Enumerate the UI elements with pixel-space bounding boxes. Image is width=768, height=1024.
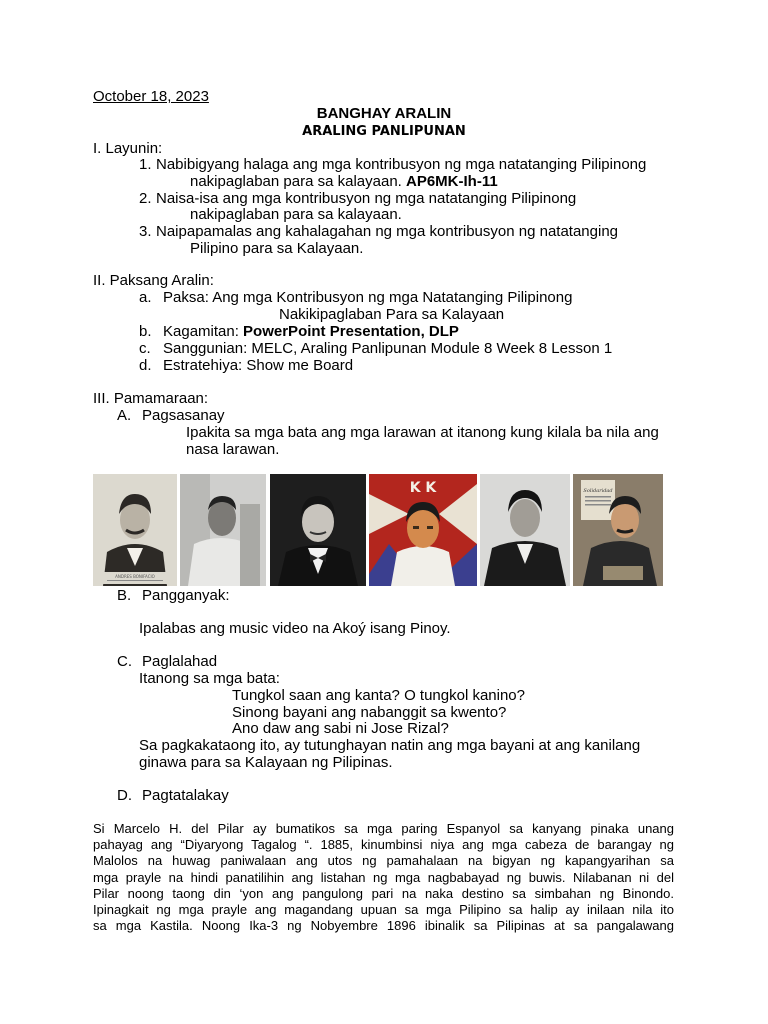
item-d-letter: d. (139, 357, 152, 374)
paksa-value: Ang mga Kontribusyon ng mga Natatanging Pilipinong (212, 289, 573, 306)
portrait-3 (270, 474, 366, 586)
step-a-line2: nasa larawan. (186, 441, 280, 458)
item-a-letter: a. (139, 289, 152, 306)
step-c-letter: C. (117, 653, 132, 670)
step-a-title: Pagsasanay (142, 407, 225, 424)
step-a-letter: A. (117, 407, 132, 424)
paragraph-line: Pilar noong taong din ‘yon ang pangulong pari na naka destino sa simbahan ng Binondo. (93, 885, 674, 901)
portrait-rizal-icon (480, 474, 570, 586)
question-1: Tungkol saan ang kanta? O tungkol kanino? (232, 687, 525, 704)
item-b-text (163, 323, 459, 340)
page-title: BANGHAY ARALIN (316, 105, 452, 122)
step-a-line1: Ipakita sa mga bata ang mga larawan at itanong kung kilala ba nila ang (186, 424, 659, 441)
section-heading-layunin: I. Layunin: (93, 140, 163, 157)
step-d-title: Pagtatalakay (142, 787, 229, 804)
step-b-title: Pangganyak: (142, 587, 230, 604)
step-c-title: Paglalahad (142, 653, 218, 670)
objective-1-number: 1. (139, 156, 152, 173)
newspaper-title: Solidaridad (583, 488, 613, 494)
portrait-6 (573, 474, 663, 586)
objective-1-line1: Nabibigyang halaga ang mga kontribusyon ng mga natatanging Pilipinong (156, 156, 647, 173)
portrait-engraving-icon (93, 474, 177, 586)
portrait-2 (180, 474, 266, 586)
portrait-solidaridad-icon (573, 474, 663, 586)
paragraph-line: Malolos na huwag paniwalaan ang utos ng pamahalaan na bigyan ng kapangyarihan sa (93, 853, 674, 869)
item-c-letter: c. (139, 340, 151, 357)
portrait-kkk-flag-icon (369, 474, 477, 586)
kagamitan-label: Kagamitan: (163, 323, 244, 340)
portrait-bowtie-icon (270, 474, 366, 586)
section-heading-pamamaraan: III. Pamamaraan: (93, 390, 209, 407)
step-c-closing-line2: ginawa para sa Kalayaan ng Pilipinas. (139, 754, 393, 771)
portrait-1 (93, 474, 177, 586)
kagamitan-value: PowerPoint Presentation, DLP (243, 323, 459, 340)
paragraph-line: Ipinagkait ng mga prayle ang magandang upuan sa mga Pilipino sa halip ay inilaan nila ito (93, 902, 674, 918)
objective-3-line1: Naipapamalas ang kahalagahan ng mga kontribusyon ng natatanging (156, 223, 619, 240)
section-heading-paksang-aralin: II. Paksang Aralin: (93, 272, 214, 289)
objective-code: AP6MK-Ih-11 (406, 173, 498, 190)
paragraph-line: sa mga Kastila. Noong Ika-3 ng Nobyembre 1896 ibinalik sa Pilipinas at sa pangalawang (93, 918, 674, 934)
objective-1-line2 (190, 173, 498, 190)
paragraph-line: pahayag ang “Diyaryong Tagalog “. 1885, kinumbinsi niya ang mga cabeza de barangay ng (93, 837, 674, 853)
item-c-text: Sanggunian: MELC, Araling Panlipunan Module 8 Week 8 Lesson 1 (163, 340, 613, 357)
step-b-letter: B. (117, 587, 132, 604)
step-d-letter: D. (117, 787, 132, 804)
objective-3-line2: Pilipino para sa Kalayaan. (190, 240, 364, 257)
step-c-intro: Itanong sa mga bata: (139, 670, 280, 687)
question-3: Ano daw ang sabi ni Jose Rizal? (232, 720, 449, 737)
step-c-closing-line1: Sa pagkakataong ito, ay tutunghayan natin ang mga bayani at ang kanilang (139, 737, 641, 754)
objective-3-number: 3. (139, 223, 152, 240)
item-a-line2: Nakikipaglaban Para sa Kalayaan (279, 306, 505, 323)
discussion-paragraph (93, 821, 674, 934)
objective-2-line2: nakipaglaban para sa kalayaan. (190, 206, 402, 223)
objective-2-line1: Naisa-isa ang mga kontribusyon ng mga natatanging Pilipinong (156, 190, 577, 207)
portrait-4 (369, 474, 477, 586)
flag-text: K K (409, 480, 437, 496)
portrait-caption: ANDRES BONIFACIO (115, 574, 155, 579)
objective-2-number: 2. (139, 190, 152, 207)
question-2: Sinong bayani ang nabanggit sa kwento? (232, 704, 507, 721)
item-b-letter: b. (139, 323, 152, 340)
item-a-line1 (163, 289, 572, 306)
item-d-text: Estratehiya: Show me Board (163, 357, 354, 374)
paragraph-line: mga prayle na hindi panatilihin ang listahan ng mga nagbabayad ng buwis. Nilabanan ni del (93, 869, 674, 885)
portrait-5 (480, 474, 570, 586)
portrait-photo-icon (180, 474, 266, 586)
page-subtitle: ARALING PANLIPUNAN (302, 124, 466, 139)
paksa-label: Paksa: (163, 289, 213, 306)
paragraph-line: Si Marcelo H. del Pilar ay bumatikos sa mga paring Espanyol sa kanyang pinaka unang (93, 821, 674, 836)
step-b-text: Ipalabas ang music video na Akoý isang Pinoy. (139, 620, 451, 637)
objective-1-text: nakipaglaban para sa kalayaan. (190, 173, 406, 190)
date: October 18, 2023 (93, 88, 209, 105)
